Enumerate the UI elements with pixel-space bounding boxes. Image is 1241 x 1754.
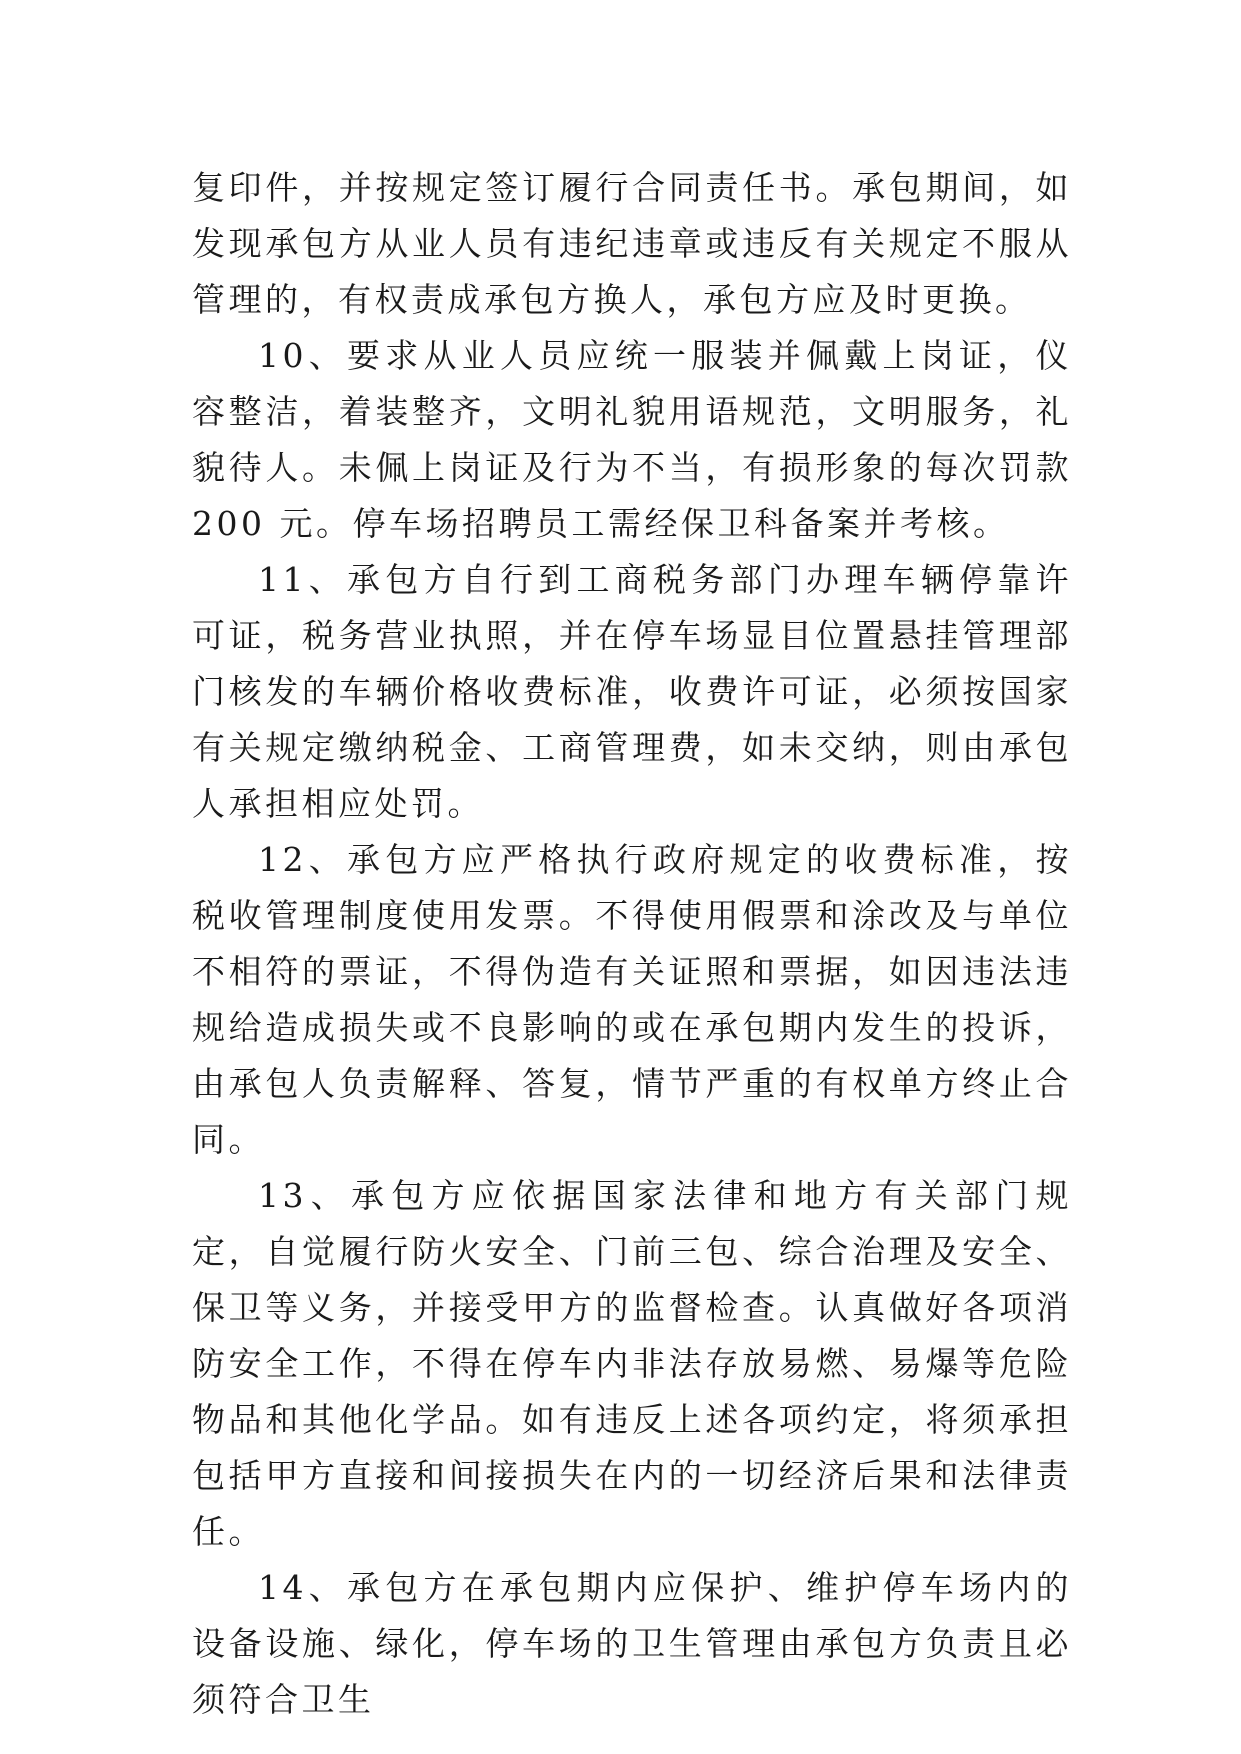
paragraph-clause-14: 14、承包方在承包期内应保护、维护停车场内的设备设施、绿化，停车场的卫生管理由承包方负责且必须符合卫生 [192, 1568, 1072, 1719]
paragraph-clause-13: 13、承包方应依据国家法律和地方有关部门规定，自觉履行防火安全、门前三包、综合治理及安全、保卫等义务，并接受甲方的监督检查。认真做好各项消防安全工作，不得在停车内非法存放易燃、易爆等危险物品和其他化学品。如有违反上述各项约定，将须承担包括甲方直接和间接损失在内的一切经济后果和法律责任。 [192, 1176, 1072, 1551]
paragraph-clause-10: 10、要求从业人员应统一服装并佩戴上岗证，仪容整洁，着装整齐，文明礼貌用语规范，文明服务，礼貌待人。未佩上岗证及行为不当，有损形象的每次罚款 200 元。停车场招聘员工需经保卫科备案并考核。 [192, 336, 1072, 543]
paragraph-continuation: 复印件，并按规定签订履行合同责任书。承包期间，如发现承包方从业人员有违纪违章或违反有关规定不服从管理的，有权责成承包方换人，承包方应及时更换。 [192, 168, 1072, 319]
document-body [192, 160, 1072, 1728]
paragraph-clause-12: 12、承包方应严格执行政府规定的收费标准，按税收管理制度使用发票。不得使用假票和涂改及与单位不相符的票证，不得伪造有关证照和票据，如因违法违规给造成损失或不良影响的或在承包期内发生的投诉，由承包人负责解释、答复，情节严重的有权单方终止合同。 [192, 840, 1072, 1159]
paragraph-clause-11: 11、承包方自行到工商税务部门办理车辆停靠许可证，税务营业执照，并在停车场显目位置悬挂管理部门核发的车辆价格收费标准，收费许可证，必须按国家有关规定缴纳税金、工商管理费，如未交纳，则由承包人承担相应处罚。 [192, 560, 1072, 823]
